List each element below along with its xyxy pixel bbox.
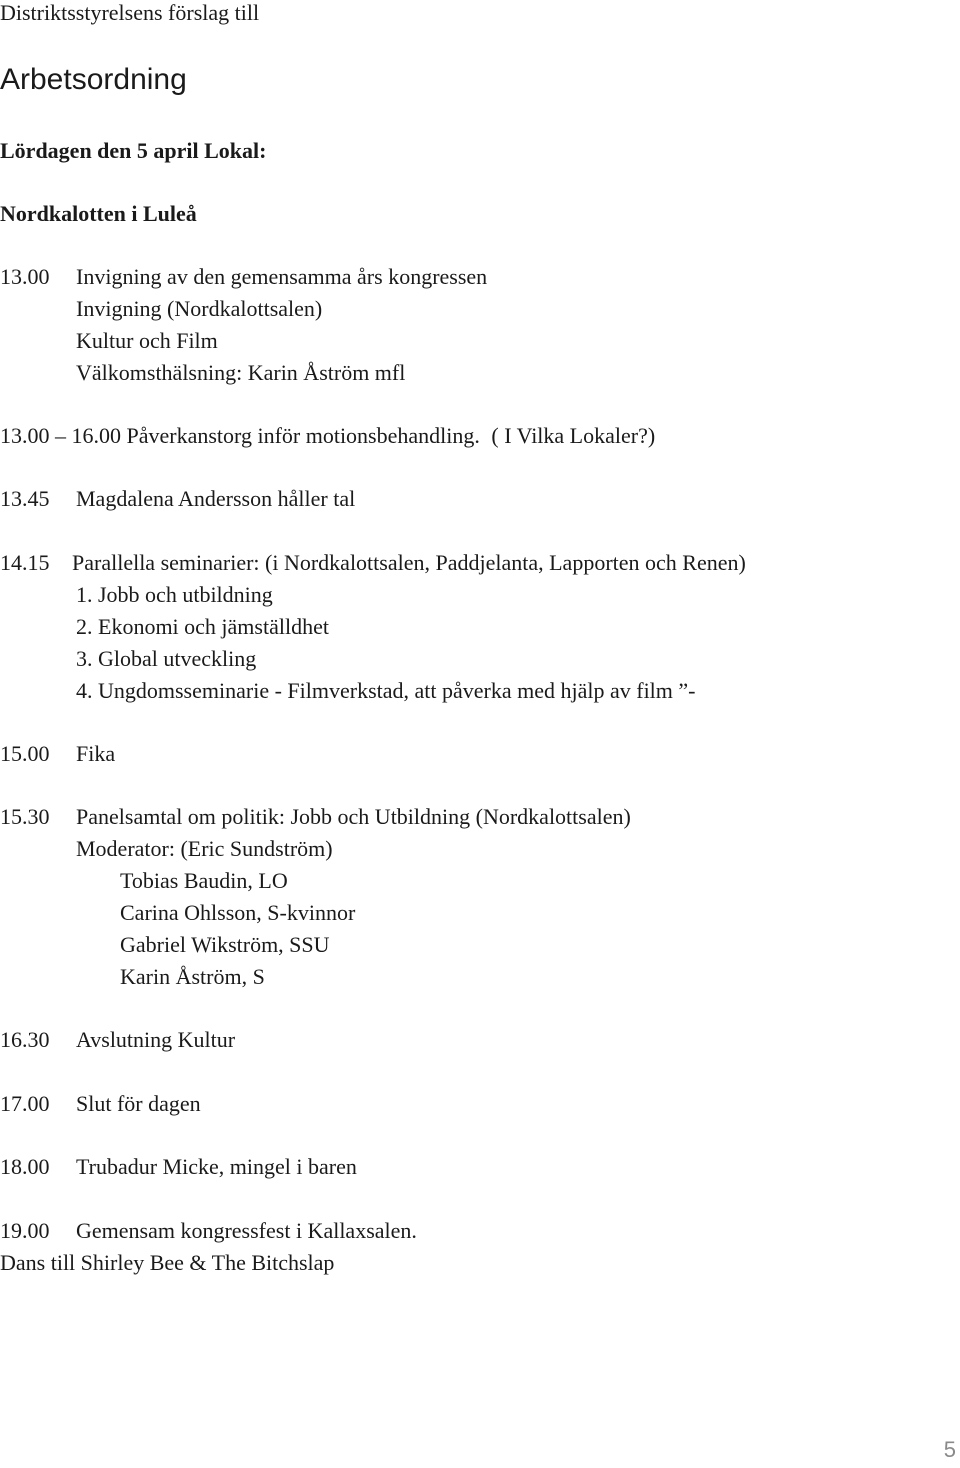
entry-dash: – bbox=[55, 423, 66, 448]
entry-text: Panelsamtal om politik: Jobb och Utbildning (Nordkalottsalen) bbox=[76, 804, 631, 829]
seminar-item: 4. Ungdomsseminarie - Filmverkstad, att påverka med hjälp av film ”- bbox=[76, 678, 696, 703]
entry-time: 13.45 bbox=[0, 486, 50, 511]
entry-time: 16.30 bbox=[0, 1027, 50, 1052]
entry-time: 14.15 bbox=[0, 550, 50, 575]
entry-time: 15.00 bbox=[0, 741, 50, 766]
entry-text: Invigning av den gemensamma års kongressen bbox=[76, 264, 488, 289]
panelist: Karin Åström, S bbox=[120, 964, 265, 989]
seminar-item: 2. Ekonomi och jämställdhet bbox=[76, 614, 329, 639]
entry-text: Magdalena Andersson håller tal bbox=[76, 486, 356, 511]
seminar-item: 3. Global utveckling bbox=[76, 646, 257, 671]
entry-text: Gemensam kongressfest i Kallaxsalen. bbox=[76, 1218, 417, 1243]
schedule-entry bbox=[0, 1215, 417, 1247]
entry-detail: Kultur och Film bbox=[76, 328, 218, 353]
panelist: Carina Ohlsson, S-kvinnor bbox=[120, 900, 356, 925]
document-title: Arbetsordning bbox=[0, 63, 187, 96]
entry-text: Fika bbox=[76, 741, 116, 766]
entry-time: 17.00 bbox=[0, 1091, 50, 1116]
entry-text: Slut för dagen bbox=[76, 1091, 201, 1116]
entry-detail: Välkomsthälsning: Karin Åström mfl bbox=[76, 360, 406, 385]
document-kicker: Distriktsstyrelsens förslag till bbox=[0, 0, 260, 25]
entry-text: Avslutning Kultur bbox=[76, 1027, 236, 1052]
entry-detail: Dans till Shirley Bee & The Bitchslap bbox=[0, 1250, 335, 1275]
venue-line: Nordkalotten i Luleå bbox=[0, 201, 197, 226]
entry-time-end: 16.00 bbox=[71, 423, 121, 448]
panelist: Tobias Baudin, LO bbox=[120, 868, 288, 893]
entry-time: 19.00 bbox=[0, 1218, 50, 1243]
entry-time: 15.30 bbox=[0, 804, 50, 829]
schedule-entry bbox=[0, 801, 631, 833]
moderator-line: Moderator: (Eric Sundström) bbox=[76, 836, 333, 861]
schedule-entry bbox=[0, 483, 355, 515]
entry-time: 13.00 bbox=[0, 423, 50, 448]
schedule-entry bbox=[0, 738, 115, 770]
schedule-entry bbox=[0, 261, 487, 293]
seminar-item: 1. Jobb och utbildning bbox=[76, 582, 273, 607]
entry-text: Trubadur Micke, mingel i baren bbox=[76, 1154, 357, 1179]
entry-text: Påverkanstorg inför motionsbehandling. bbox=[126, 423, 480, 448]
entry-detail: Invigning (Nordkalottsalen) bbox=[76, 296, 323, 321]
page-number: 5 bbox=[943, 1437, 956, 1462]
entry-time: 13.00 bbox=[0, 264, 50, 289]
schedule-entry bbox=[0, 547, 746, 579]
schedule-entry bbox=[0, 420, 655, 452]
schedule-entry bbox=[0, 1024, 235, 1056]
entry-note: ( I Vilka Lokaler?) bbox=[491, 423, 656, 448]
panelist: Gabriel Wikström, SSU bbox=[120, 932, 330, 957]
entry-text: Parallella seminarier: (i Nordkalottsalen, Paddjelanta, Lapporten och Renen) bbox=[72, 550, 746, 575]
schedule-entry bbox=[0, 1088, 201, 1120]
date-line: Lördagen den 5 april Lokal: bbox=[0, 138, 267, 163]
schedule-entry bbox=[0, 1151, 357, 1183]
entry-time: 18.00 bbox=[0, 1154, 50, 1179]
